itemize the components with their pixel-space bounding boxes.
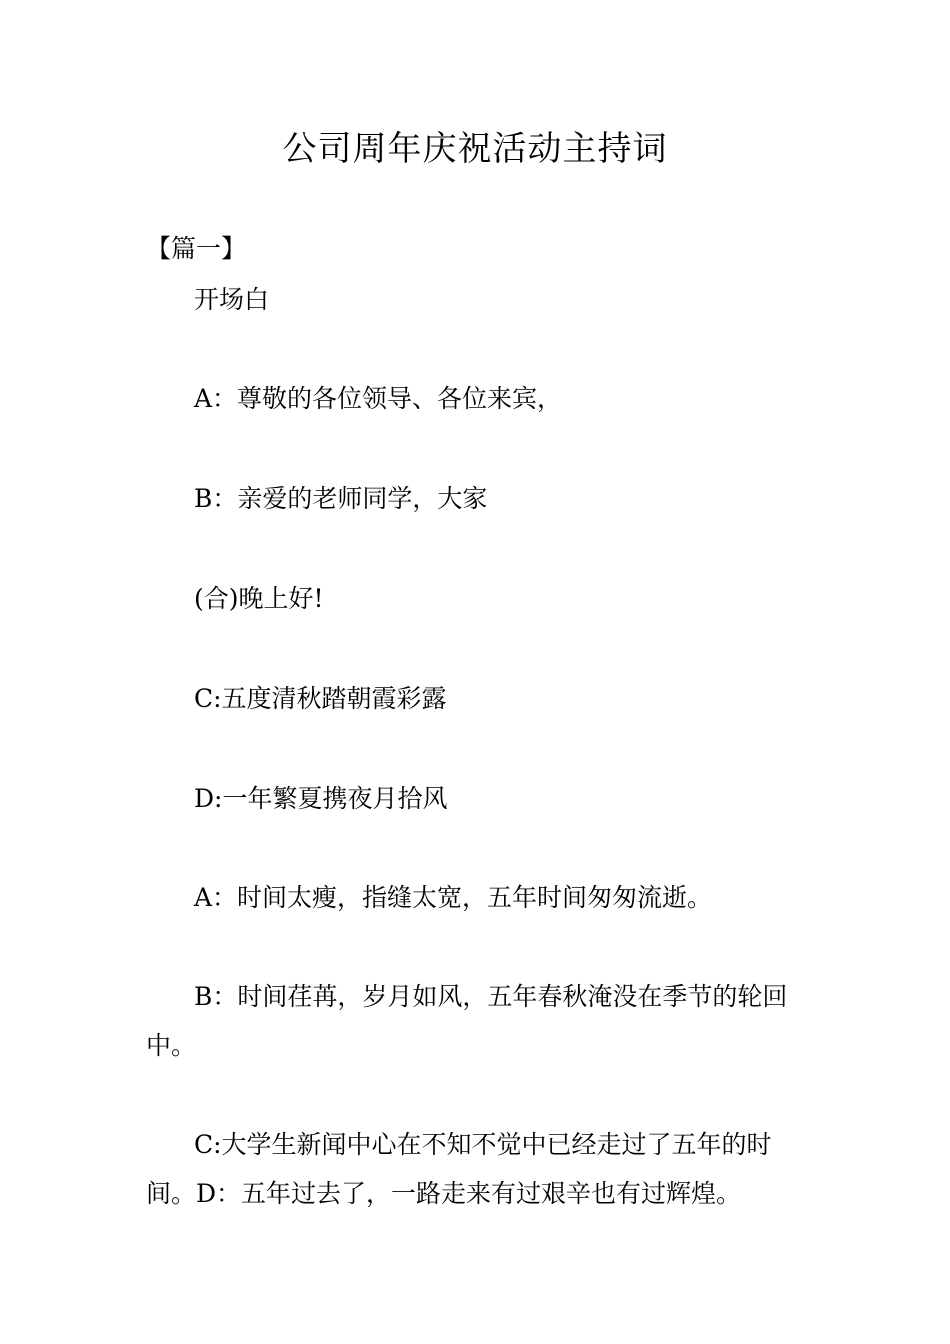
paragraph-together: (合)晚上好! <box>194 584 324 613</box>
paragraph-d-summer: D:一年繁夏携夜月拾风 <box>194 784 448 813</box>
document-title: 公司周年庆祝活动主持词 <box>282 129 668 169</box>
paragraph-c-d-center: C:大学生新闻中心在不知不觉中已经走过了五年的时间。D：五年过去了，一路走来有过艰辛也有过辉煌。 <box>146 1130 772 1208</box>
paragraph-b-greeting: B：亲爱的老师同学，大家 <box>194 484 488 513</box>
paragraph-a-time: A：时间太瘦，指缝太宽，五年时间匆匆流逝。 <box>194 883 713 912</box>
paragraph-c-autumn: C:五度清秋踏朝霞彩露 <box>194 684 447 713</box>
paragraph-opening: 开场白 <box>194 285 270 314</box>
section-label: 【篇一】 <box>146 234 247 263</box>
paragraph-a-greeting: A：尊敬的各位领导、各位来宾， <box>194 384 563 413</box>
paragraph-b-time: B：时间荏苒，岁月如风，五年春秋淹没在季节的轮回中。 <box>146 982 788 1060</box>
